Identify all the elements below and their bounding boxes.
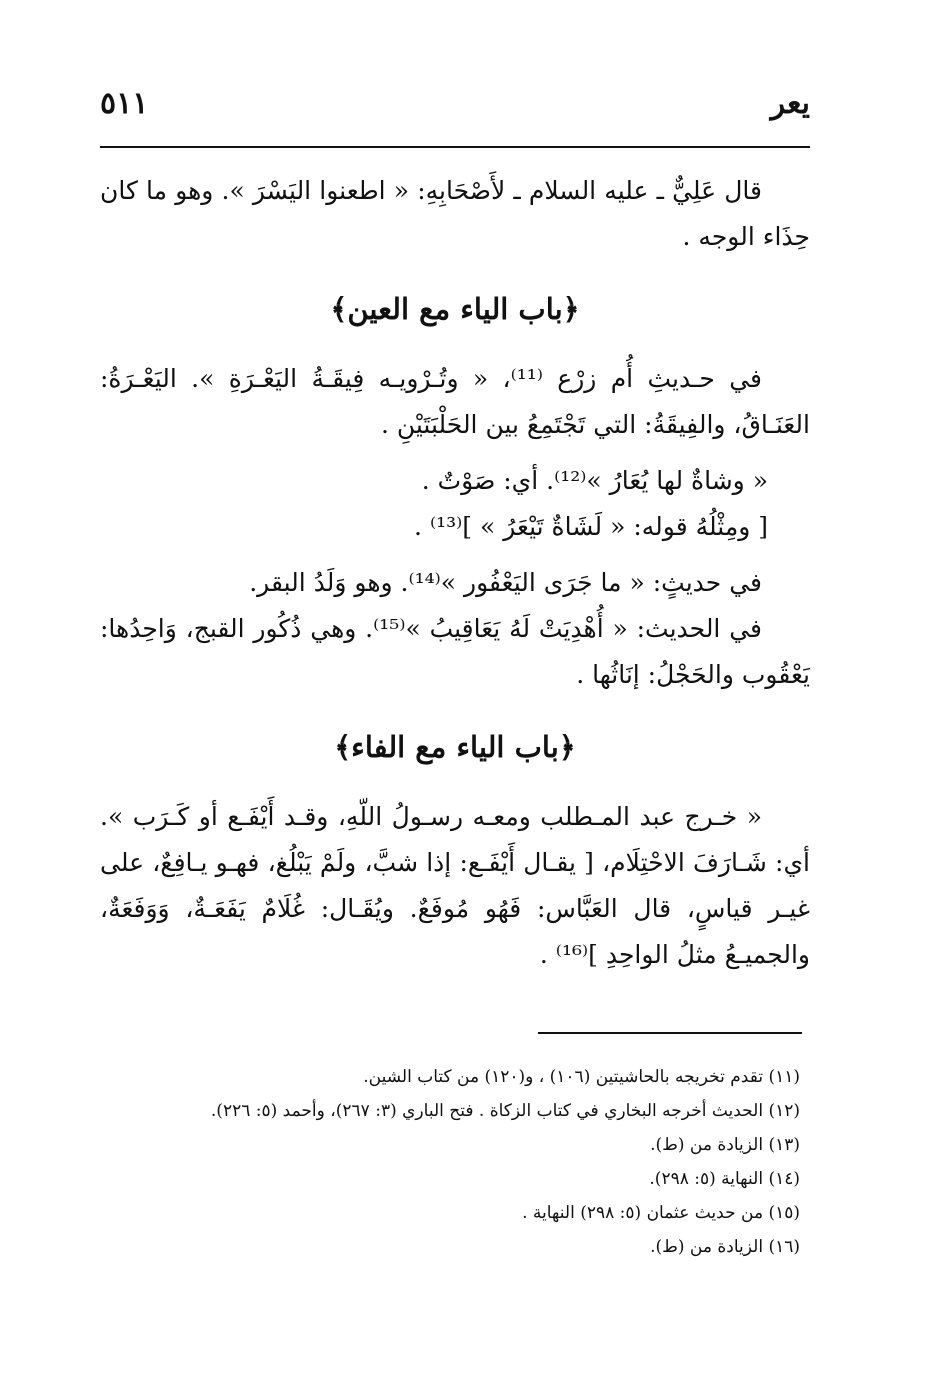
footnotes xyxy=(100,1060,800,1264)
footnote-14: (١٤) النهاية (٥: ٢٩٨). xyxy=(649,1169,800,1189)
section-heading-ya-ayn: ﴿باب الياء مع العين﴾ xyxy=(330,292,580,326)
paragraph-yafur: في حديثٍ: « ما جَرَى اليَعْفُور »⁽¹⁴⁾. وهو وَلَدُ البقر. xyxy=(249,568,762,597)
footnote-13: (١٣) الزيادة من (ط). xyxy=(650,1135,800,1155)
page-number: ٥١١ xyxy=(100,86,149,121)
footnote-16: (١٦) الزيادة من (ط). xyxy=(650,1237,800,1257)
header-divider xyxy=(100,146,810,148)
verse-line-2: [ ومِثْلُهُ قوله: « لَشَاةٌ تَيْعَرُ » ]⁽¹³⁾ . xyxy=(414,512,768,541)
footnote-divider xyxy=(538,1032,802,1034)
main-text xyxy=(100,168,810,978)
paragraph-ali-saying: قال عَلِيٌّ ـ عليه السلام ـ لأَصْحَابِهِ: « اطعنوا اليَسْرَ ». وهو ما كان حِذَاء الوجه . xyxy=(100,176,810,251)
paragraph-yaaqib: في الحديث: « أُهْدِيَتْ لَهُ يَعَاقِيبُ »⁽¹⁵⁾. وهي ذُكُور القبج، وَاحِدُها: يَعْقُوب والحَجْلُ: إنَاثُها . xyxy=(100,614,810,689)
paragraph-abd-al-muttalib: « خـرج عبد المـطلب ومعـه رسـولُ اللّهِ، وقـد أَيْفَـع أو كَـرَب ». أي: شَـارَفَ الاحْتِلَام، [ يقـال أَيْفَـع: إذا شبَّ، ولَمْ يَبْلُغ، فهـو يـافِعٌ، على غيـر قياسٍ، قال العَبَّاس: فَهُو مُوفَعٌ. ويُقَـال: غُلَامٌ يَفَعَـةٌ، وَوَفَعَةٌ، والجميـعُ مثلُ الواحِدِ ]⁽¹⁶⁾ . xyxy=(100,802,810,969)
paragraph-umm-zar: في حـديثِ أُم زرْع ⁽¹¹⁾، « وتُـرْويـه فِيقَـةُ اليَعْـرَةِ ». اليَعْـرَةُ: العَنَـاقُ، والفِيقَةُ: التي تَجْتَمِعُ بين الحَلْبَتَيْنِ . xyxy=(100,364,810,439)
footnote-12: (١٢) الحديث أخرجه البخاري في كتاب الزكاة . فتح الباري (٣: ٢٦٧)، وأحمد (٥: ٢٢٦). xyxy=(210,1101,800,1121)
verse-line-1: « وشاةٌ لها يُعَارُ »⁽¹²⁾. أي: صَوْتٌ . xyxy=(421,466,768,495)
footnote-11: (١١) تقدم تخريجه بالحاشيتين (١٠٦) ، و(١٢٠) من كتاب الشين. xyxy=(363,1067,800,1087)
footnote-15: (١٥) من حديث عثمان (٥: ٢٩٨) النهاية . xyxy=(522,1203,800,1223)
header-root-word: يعر xyxy=(770,86,810,121)
section-heading-ya-fa: ﴿باب الياء مع الفاء﴾ xyxy=(334,730,576,764)
page-header xyxy=(100,78,810,130)
